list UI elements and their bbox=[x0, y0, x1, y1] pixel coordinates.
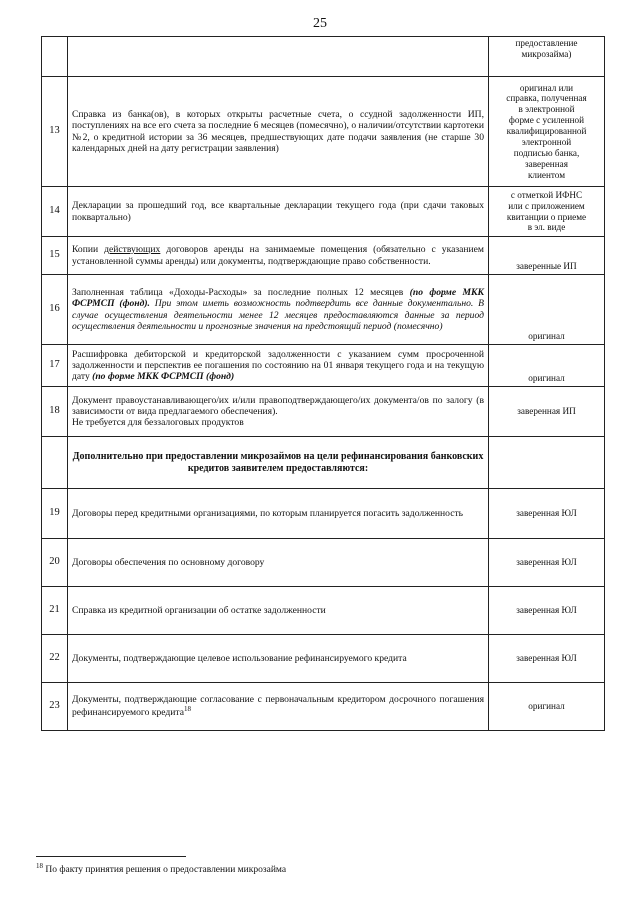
row-form-cell bbox=[489, 187, 605, 237]
row-form: заверенная ЮЛ bbox=[489, 539, 605, 587]
table-row-23 bbox=[42, 683, 605, 731]
form-line: оригинал или bbox=[519, 82, 574, 93]
row-description: Справка из кредитной организации об остатке задолженности bbox=[68, 587, 489, 635]
description-underlined-text: действующих bbox=[104, 244, 161, 256]
description-bold-text: (по форме МКК ФСРМСП (фонд). bbox=[72, 286, 485, 310]
row-number-cell bbox=[42, 437, 68, 489]
row-description: Договоры перед кредитными организациями, по которым планируется погасить задолженность bbox=[68, 489, 489, 539]
table-row-18 bbox=[42, 387, 605, 437]
row-description bbox=[68, 345, 489, 387]
row-number: 17 bbox=[42, 345, 68, 387]
documents-table bbox=[41, 36, 605, 731]
section-heading: Дополнительно при предоставлении микрозаймов на цели рефинансирования банковских кредитов заявителем предоставляются: bbox=[68, 437, 489, 489]
row-description-cell bbox=[68, 37, 489, 77]
row-form-cell bbox=[489, 37, 605, 77]
form-line: подписью банка, bbox=[513, 147, 580, 158]
footnote-text: По факту принятия решения о предоставлении микрозайма bbox=[43, 865, 287, 876]
row-form-cell bbox=[489, 437, 605, 489]
row-form: заверенная ЮЛ bbox=[489, 587, 605, 635]
row-number: 15 bbox=[42, 237, 68, 275]
table-row-14 bbox=[42, 187, 605, 237]
table-row-20 bbox=[42, 539, 605, 587]
description-text: Документ правоустанавливающего/их и/или правоподтверждающего/их документа/ов по залогу (в зависимости от вида предлагаемого обеспечения). bbox=[72, 394, 484, 417]
form-line: электронной bbox=[521, 136, 572, 147]
row-description: Декларации за прошедший год, все квартальные декларации текущего года (при сдачи таковых поквартально) bbox=[68, 187, 489, 237]
footnote-divider bbox=[36, 856, 186, 857]
table-row-continued bbox=[42, 37, 605, 77]
row-number: 22 bbox=[42, 635, 68, 683]
row-form: оригинал bbox=[489, 683, 605, 731]
form-line: или с приложением bbox=[508, 200, 585, 211]
description-text: Документы, подтверждающие согласование с первоначальным кредитором досрочного погашения рефинансируемого кредита bbox=[72, 694, 484, 719]
row-form: оригинал bbox=[489, 345, 605, 387]
form-line: микрозайма) bbox=[521, 48, 572, 59]
row-number: 23 bbox=[42, 683, 68, 731]
form-line: квалифицированной bbox=[506, 126, 587, 137]
description-note: Не требуется для беззалоговых продуктов bbox=[72, 417, 244, 429]
form-line: предоставление bbox=[515, 38, 578, 48]
row-form: заверенная ЮЛ bbox=[489, 489, 605, 539]
table-row-19 bbox=[42, 489, 605, 539]
row-number-cell bbox=[42, 37, 68, 77]
table-row-17 bbox=[42, 345, 605, 387]
footnote-mark: 18 bbox=[36, 862, 43, 870]
row-number: 19 bbox=[42, 489, 68, 539]
form-line: клиентом bbox=[527, 169, 566, 180]
form-line: с отметкой ИФНС bbox=[510, 189, 583, 200]
footnote-reference: 18 bbox=[183, 705, 191, 714]
page-number: 25 bbox=[313, 16, 327, 31]
table-row-section bbox=[42, 437, 605, 489]
table-row-13 bbox=[42, 77, 605, 187]
description-text: договоров аренды на занимаемые помещения (обязательно с указанием установленной суммы аренды) или документы, подтверждающие право собственности. bbox=[72, 244, 484, 267]
form-line: в электронной bbox=[518, 104, 575, 115]
description-text: Расшифровка дебиторской и кредиторской задолженности с указанием сумм просроченной задолженности и перспектив ее погашения по состоянию на 01 января текущего года и на текущую дату bbox=[72, 348, 484, 383]
row-form: оригинал bbox=[489, 275, 605, 345]
table-row-15 bbox=[42, 237, 605, 275]
form-line: квитанции о приеме bbox=[506, 211, 587, 222]
row-form: заверенная ИП bbox=[489, 387, 605, 437]
row-description bbox=[68, 683, 489, 731]
description-text: Копии bbox=[72, 244, 105, 256]
form-line: форме с усиленной bbox=[508, 115, 585, 126]
row-description bbox=[68, 387, 489, 437]
form-line: в эл. виде bbox=[527, 222, 566, 233]
row-number: 14 bbox=[42, 187, 68, 237]
form-line: справка, полученная bbox=[506, 93, 587, 104]
row-form: заверенные ИП bbox=[489, 237, 605, 275]
form-line: заверенная bbox=[525, 158, 568, 169]
row-description: Справка из банка(ов), в которых открыты расчетные счета, о ссудной задолженности ИП, поступлениях на все его счета за последние 6 месяцев (помесячно), о наличии/отсутствии картотеки №2, о кредитной истории за 36 месяцев, предшествующих дате подачи заявления (не старше 30 календарных дней на дату регистрации заявления) bbox=[68, 77, 489, 187]
row-description: Документы, подтверждающие целевое использование рефинансируемого кредита bbox=[68, 635, 489, 683]
row-description bbox=[68, 237, 489, 275]
table-row-21 bbox=[42, 587, 605, 635]
row-number: 16 bbox=[42, 275, 68, 345]
row-form: заверенная ЮЛ bbox=[489, 635, 605, 683]
description-italic-text: При этом иметь возможность подтвердить все данные документально. В случае осуществления деятельности менее 12 месяцев предоставляются данные за период осуществления деятельности и прогнозные значения на предстоящий период (помесячно) bbox=[72, 298, 484, 332]
description-text: Заполненная таблица «Доходы-Расходы» за последние полных 12 месяцев bbox=[72, 286, 410, 298]
table-row-22 bbox=[42, 635, 605, 683]
table-row-16 bbox=[42, 275, 605, 345]
footnote bbox=[36, 862, 286, 875]
row-description: Договоры обеспечения по основному договору bbox=[68, 539, 489, 587]
row-form-cell bbox=[489, 77, 605, 187]
row-number: 21 bbox=[42, 587, 68, 635]
row-number: 20 bbox=[42, 539, 68, 587]
description-bold-text: (по форме МКК ФСРМСП (фонд) bbox=[92, 371, 235, 383]
row-number: 18 bbox=[42, 387, 68, 437]
row-number: 13 bbox=[42, 77, 68, 187]
row-description bbox=[68, 275, 489, 345]
